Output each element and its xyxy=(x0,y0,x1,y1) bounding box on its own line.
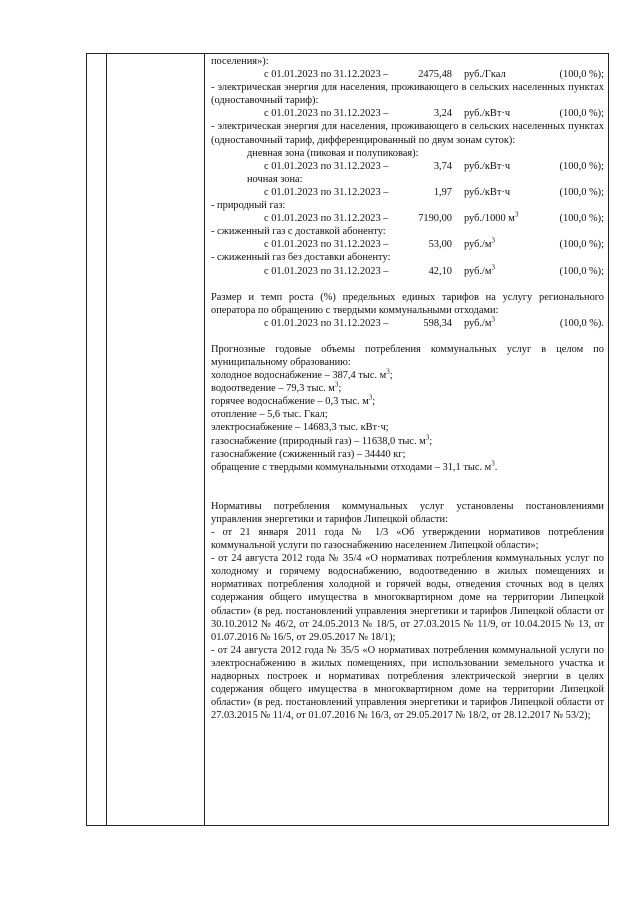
waste-tariff-desc: Размер и темп роста (%) предельных единых тарифов на услугу регионального оператора по обращению с твердыми коммунальными отходами: xyxy=(211,291,604,316)
norm-item: - от 24 августа 2012 года № 35/5 «О нормативах потребления коммунальной услуги по электроснабжению в жилых помещениях, при использовании земельного участка и надворных построек и нормативах потребления электрической энергии в целях содержания общего имущества в многоквартирном доме на территории Липецкой области» (в ред. постановлений управления энергетики и тарифов Липецкой области от 27.03.2015 № 11/4, от 01.07.2016 № 16/3, от 29.05.2017 № 18/2, от 28.12.2017 № 53/2); xyxy=(211,644,604,722)
volume-sewerage: водоотведение – 79,3 тыс. $м^3$; xyxy=(211,380,342,395)
tariff-row: с 01.01.2023 по 31.12.2023 – 7190,00 руб./1000 $м^3$ (100,0 %); xyxy=(264,210,604,225)
zone-label: дневная зона (пиковая и полупиковая): xyxy=(247,147,419,159)
tariff-header: поселения»): xyxy=(211,56,269,67)
norms-intro: Нормативы потребления коммунальных услуг установлены постановлениями управления энергетики и тарифов Липецкой области: xyxy=(211,500,604,525)
tariff-row: с 01.01.2023 по 31.12.2023 – 1,97 руб./кВт·ч (100,0 %); xyxy=(264,186,604,198)
tariff-desc: - сжиженный газ без доставки абоненту: xyxy=(211,252,391,264)
volume-hot-water: горячее водоснабжение – 0,3 тыс. $м^3$; xyxy=(211,393,376,408)
volume-heating: отопление – 5,6 тыс. Гкал; xyxy=(211,409,328,421)
volume-lpg: газоснабжение (сжиженный газ) – 34440 кг; xyxy=(211,448,406,460)
tariff-row: с 01.01.2023 по 31.12.2023 – 42,10 $руб./м^3$ (100,0 %); xyxy=(264,263,604,277)
volume-gas: газоснабжение (природный газ) – 11638,0 тыс. $м^3$; xyxy=(211,433,433,447)
tariff-desc: - сжиженный газ с доставкой абоненту: xyxy=(211,226,386,238)
tariff-row: с 01.01.2023 по 31.12.2023 – 598,34 $руб./м^3$ (100,0 %). xyxy=(264,315,604,329)
tariff-row: с 01.01.2023 по 31.12.2023 – 53,00 $руб./м^3$ (100,0 %); xyxy=(264,236,604,251)
volume-waste: обращение с твердыми коммунальными отходами – 31,1 тыс. $м^3$. xyxy=(211,459,498,473)
tariff-desc: - электрическая энергия для населения, проживающего в сельских населенных пунктах (одноставочный тариф): xyxy=(211,82,604,107)
norm-item: - от 24 августа 2012 года № 35/4 «О нормативах потребления коммунальных услуг по холодному и горячему водоснабжению, водоотведению в жилых помещениях и нормативах потребления холодной и горячей воды, отведения сточных вод в целях содержания общего имущества в многоквартирном доме на территории Липецкой области» (в ред. постановлений управления энергетики и тарифов Липецкой области от 30.10.2012 № 46/2, от 24.05.2013 № 18/5, от 27.03.2015 № 11/9, от 10.04.2015 № 13, от 01.07.2016 № 16/5, от 29.05.2017 № 18/1); xyxy=(211,553,604,643)
tariff-desc: - электрическая энергия для населения, проживающего в сельских населенных пунктах (одноставочный тариф, дифференцированный по двум зонам суток): xyxy=(211,121,604,146)
tariff-row: с 01.01.2023 по 31.12.2023 – 2475,48 руб./Гкал (100,0 %); xyxy=(264,69,604,81)
tariff-desc: - природный газ: xyxy=(211,200,286,212)
column-divider xyxy=(106,54,107,825)
volumes-intro: Прогнозные годовые объемы потребления коммунальных услуг в целом по муниципальному образованию: xyxy=(211,343,604,368)
column-divider xyxy=(204,54,205,825)
tariff-row: с 01.01.2023 по 31.12.2023 – 3,24 руб./кВт·ч (100,0 %); xyxy=(264,108,604,120)
volume-cold-water: холодное водоснабжение – 387,4 тыс. $м^3$; xyxy=(211,367,393,382)
volume-electricity: электроснабжение – 14683,3 тыс. кВт·ч; xyxy=(211,422,389,434)
norm-item: - от 21 января 2011 года № 1/3 «Об утверждении нормативов потребления коммунальной услуги по газоснабжению населением Липецкой области»; xyxy=(211,527,604,552)
zone-label: ночная зона: xyxy=(247,173,303,185)
cell-content xyxy=(211,55,604,722)
tariff-row: с 01.01.2023 по 31.12.2023 – 3,74 руб./кВт·ч (100,0 %); xyxy=(264,160,604,172)
